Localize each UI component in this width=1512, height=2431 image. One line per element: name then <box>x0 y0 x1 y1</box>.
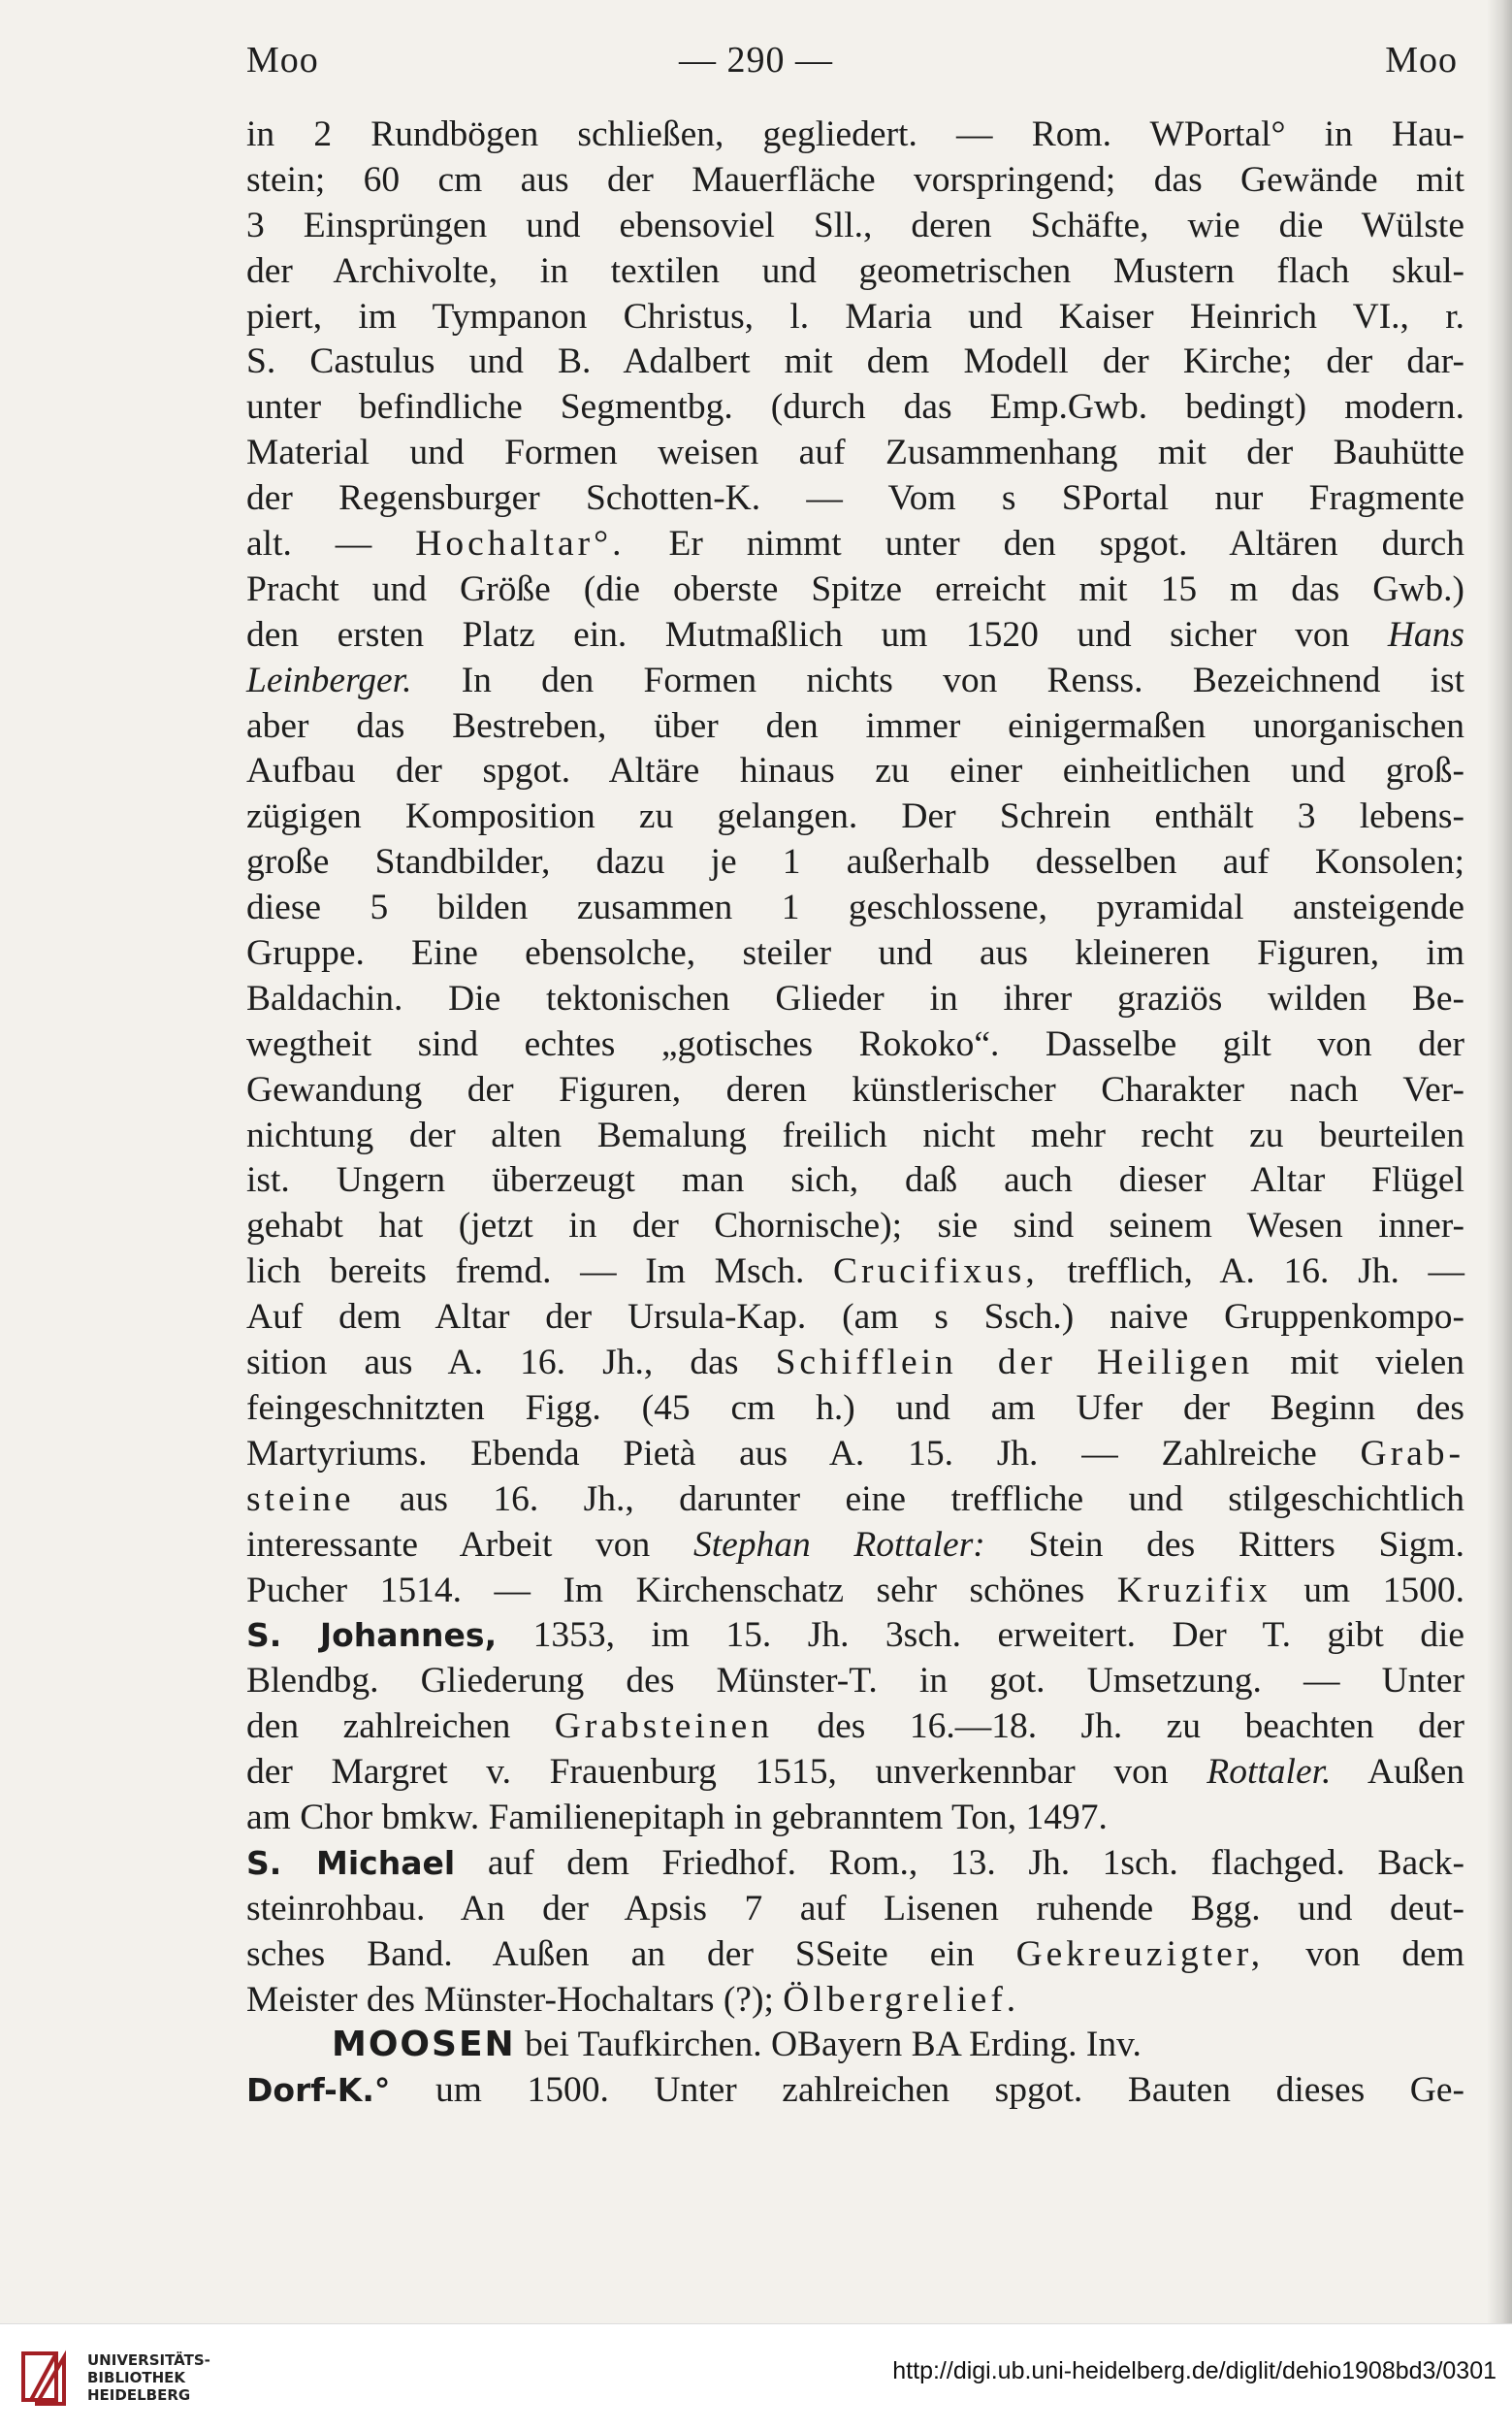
entry-subheading: S. Michael <box>246 1843 456 1882</box>
text-line: stein; 60 cm aus der Mauerfläche vorspringend; das Gewände mit <box>246 159 1464 200</box>
text-line: Gruppe. Eine ebensolche, steiler und aus kleineren Figuren, im <box>246 933 1464 974</box>
place-heading: MOOSEN <box>332 2025 516 2065</box>
artist-name: Rottaler. <box>1206 1752 1332 1793</box>
text-line: MOOSEN bei Taufkirchen. OBayern BA Erding. Inv. <box>332 2025 1142 2065</box>
text-line: lich bereits fremd. — Im Msch. Crucifixus, trefflich, A. 16. Jh. — <box>246 1251 1464 1292</box>
text-line: steine aus 16. Jh., darunter eine treffliche und stilgeschichtlich <box>246 1478 1464 1519</box>
text-line: Pracht und Größe (die oberste Spitze erreicht mit 15 m das Gwb.) <box>246 568 1464 609</box>
text-line: Gewandung der Figuren, deren künstlerischer Charakter nach Ver- <box>246 1069 1464 1110</box>
spaced-term: Crucifixus, <box>833 1251 1039 1292</box>
library-logo-text: UNIVERSITÄTS- BIBLIOTHEK HEIDELBERG <box>87 2351 210 2404</box>
text-line: zügigen Komposition zu gelangen. Der Schrein enthält 3 lebens- <box>246 796 1464 837</box>
library-logo-icon <box>21 2348 72 2406</box>
text-line: Blendbg. Gliederung des Münster-T. in got. Umsetzung. — Unter <box>246 1661 1464 1702</box>
text-line: unter befindliche Segmentbg. (durch das Emp.Gwb. bedingt) modern. <box>246 387 1464 428</box>
page-edge-shadow <box>1487 0 1512 2323</box>
text-line: der Margret v. Frauenburg 1515, unverkennbar von Rottaler. Außen <box>246 1752 1464 1793</box>
text-line: Auf dem Altar der Ursula-Kap. (am s Ssch.) naive Gruppenkompo- <box>246 1297 1464 1338</box>
text-line: alt. — Hochaltar°. Er nimmt unter den spgot. Altären durch <box>246 524 1465 565</box>
spaced-term: Gekreuzigter, <box>1015 1933 1265 1974</box>
text-line: Pucher 1514. — Im Kirchenschatz sehr schönes Kruzifix um 1500. <box>246 1570 1465 1610</box>
text-line: in 2 Rundbögen schließen, gegliedert. — Rom. WPortal° in Hau- <box>246 114 1464 154</box>
text-line: S. Michael auf dem Friedhof. Rom., 13. Jh. 1sch. flachged. Back- <box>246 1842 1465 1883</box>
text-line: nichtung der alten Bemalung freilich nicht mehr recht zu beurteilen <box>246 1115 1464 1155</box>
spaced-term: Schifflein der Heiligen <box>775 1343 1254 1383</box>
text-line: gehabt hat (jetzt in der Chornische); sie sind seinem Wesen inner- <box>246 1206 1464 1247</box>
text-line: den ersten Platz ein. Mutmaßlich um 1520 und sicher von Hans <box>246 614 1464 655</box>
text-line: feingeschnitzten Figg. (45 cm h.) und am Ufer der Beginn des <box>246 1387 1464 1428</box>
text-line: wegtheit sind echtes „gotisches Rokoko“. Dasselbe gilt von der <box>246 1023 1464 1064</box>
spaced-term: Ölbergrelief. <box>783 1979 1020 2020</box>
artist-name: Leinberger. <box>246 660 412 700</box>
text-line: Meister des Münster-Hochaltars (?); Ölbergrelief. <box>246 1979 1020 2020</box>
entry-subheading: Dorf-K.° <box>246 2071 391 2110</box>
text-line: ist. Ungern überzeugt man sich, daß auch dieser Altar Flügel <box>246 1160 1464 1201</box>
text-line: sches Band. Außen an der SSeite ein Gekreuzigter, von dem <box>246 1933 1464 1974</box>
footer-bar <box>0 2323 1512 2431</box>
running-head <box>0 39 1512 97</box>
text-line: Material und Formen weisen auf Zusammenhang mit der Bauhütte <box>246 433 1464 473</box>
text-line: den zahlreichen Grabsteinen des 16.—18. Jh. zu beachten der <box>246 1706 1464 1747</box>
spaced-term: Grabsteinen <box>554 1706 773 1747</box>
entry-subheading: S. Johannes, <box>246 1616 498 1655</box>
artist-name: Hans <box>1387 614 1464 655</box>
text-line: interessante Arbeit von Stephan Rottaler: Stein des Ritters Sigm. <box>246 1524 1465 1565</box>
spaced-term: Hochaltar°. <box>415 524 626 565</box>
text-line: 3 Einsprüngen und ebensoviel Sll., deren Schäfte, wie die Wülste <box>246 205 1464 245</box>
spaced-term: Kruzifix <box>1116 1570 1271 1610</box>
running-head-right: Moo <box>1385 40 1458 81</box>
spaced-term: steine <box>246 1478 355 1519</box>
text-line: steinrohbau. An der Apsis 7 auf Lisenen ruhende Bgg. und deut- <box>246 1888 1464 1929</box>
text-line: Aufbau der spgot. Altäre hinaus zu einer einheitlichen und groß- <box>246 751 1464 792</box>
text-line: Leinberger. In den Formen nichts von Renss. Bezeichnend ist <box>246 660 1464 700</box>
text-line: Baldachin. Die tektonischen Glieder in ihrer graziös wilden Be- <box>246 978 1464 1019</box>
text-line: S. Castulus und B. Adalbert mit dem Modell der Kirche; der dar- <box>246 341 1464 382</box>
text-line: am Chor bmkw. Familienepitaph in gebranntem Ton, 1497. <box>246 1797 1108 1837</box>
artist-name: Stephan Rottaler: <box>692 1524 985 1565</box>
body-text <box>246 113 1464 2114</box>
text-line: aber das Bestreben, über den immer einigermaßen unorganischen <box>246 705 1464 746</box>
text-line: piert, im Tympanon Christus, l. Maria und Kaiser Heinrich VI., r. <box>246 296 1464 337</box>
permalink-url[interactable]: http://digi.ub.uni-heidelberg.de/diglit/dehio1908bd3/0301 <box>892 2357 1496 2384</box>
text-line: Martyriums. Ebenda Pietà aus A. 15. Jh. — Zahlreiche Grab- <box>246 1433 1464 1474</box>
text-line: der Archivolte, in textilen und geometrischen Mustern flach skul- <box>246 250 1464 291</box>
page-number: — 290 — <box>679 40 833 81</box>
text-line: Dorf-K.° um 1500. Unter zahlreichen spgot. Bauten dieses Ge- <box>246 2070 1465 2111</box>
text-line: sition aus A. 16. Jh., das Schifflein der Heiligen mit vielen <box>246 1343 1465 1383</box>
running-head-left: Moo <box>246 40 319 81</box>
text-line: S. Johannes, 1353, im 15. Jh. 3sch. erweitert. Der T. gibt die <box>246 1615 1465 1656</box>
text-line: diese 5 bilden zusammen 1 geschlossene, pyramidal ansteigende <box>246 888 1464 928</box>
text-line: der Regensburger Schotten-K. — Vom s SPortal nur Fragmente <box>246 478 1464 519</box>
text-line: große Standbilder, dazu je 1 außerhalb desselben auf Konsolen; <box>246 842 1464 883</box>
spaced-term: Grab- <box>1360 1433 1464 1474</box>
